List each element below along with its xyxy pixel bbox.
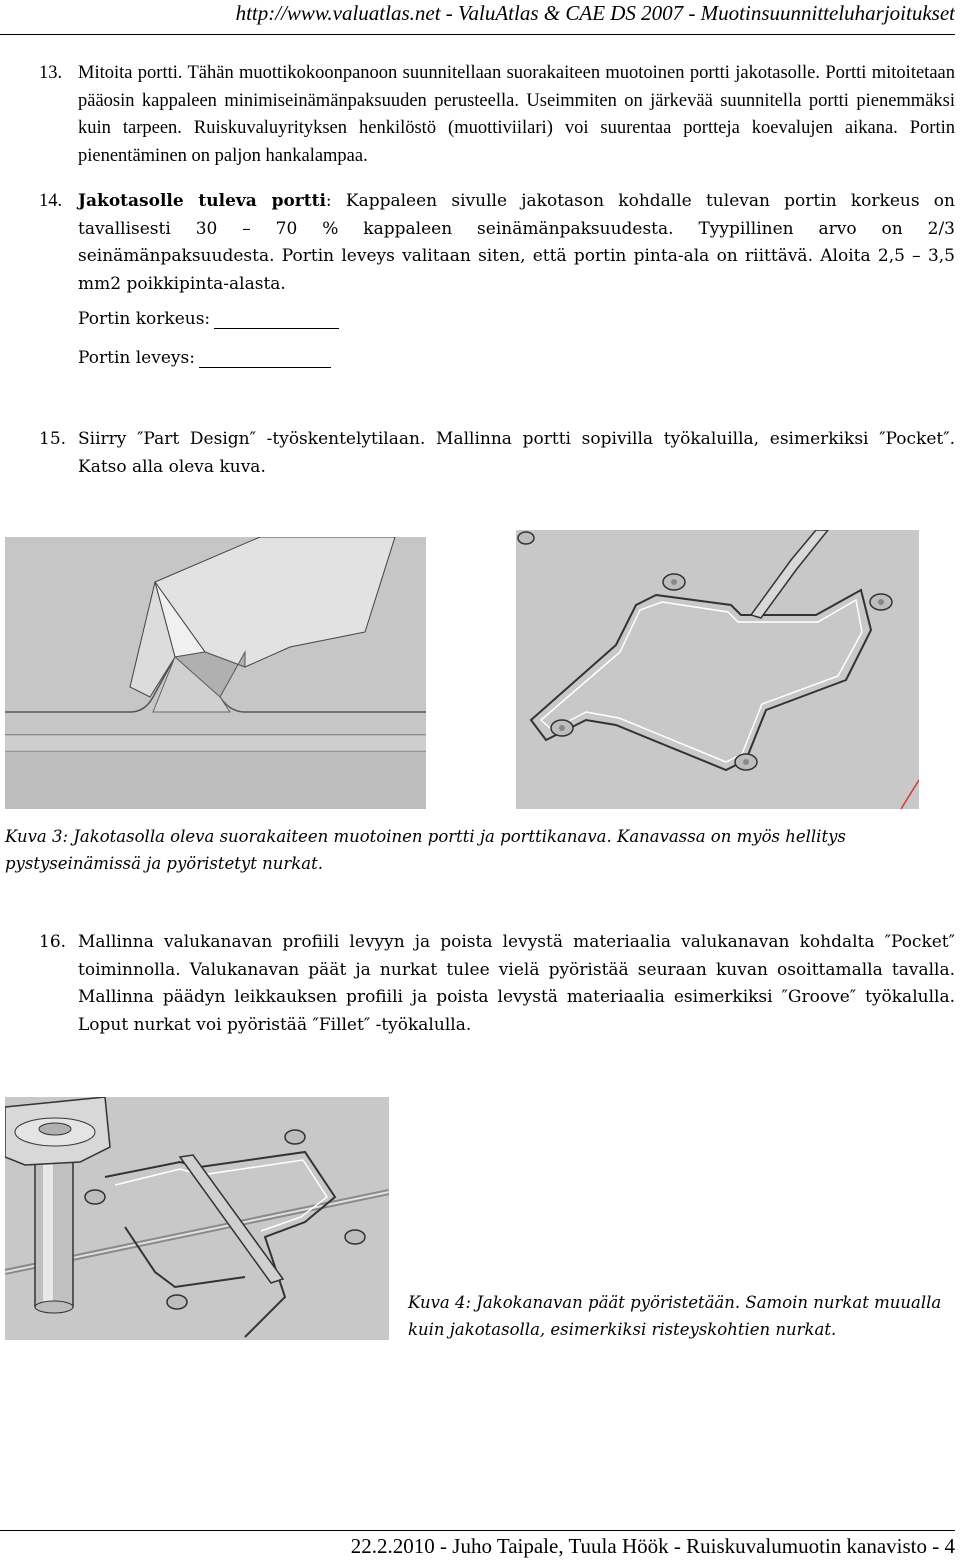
portin-korkeus-field [78,309,339,329]
item-text: Siirry ″Part Design″ -työskentelytilaan. Mallinna portti sopivilla työkaluilla, esimerkiksi ″Pocket″. Katso alla oleva kuva. [78,429,955,477]
blank-line [214,310,339,329]
portin-leveys-field [78,348,331,368]
figure-3-caption: Kuva 3: Jakotasolla oleva suorakaiteen muotoinen portti ja porttikanava. Kanavassa on myös hellitys pystyseinämissä ja pyöristetyt nurkat. [5,827,846,873]
footer-divider [0,1530,955,1531]
figure-4-runner-fillets [5,1097,389,1340]
item-text: Mallinna valukanavan profiili levyyn ja poista levystä materiaalia valukanavan kohdalta ″Pocket″ toiminnolla. Valukanavan päät ja nurkat tulee vielä pyöristää seuraan kuvan osoittamalla tavalla. Mallinna päädyn leikkauksen profiili ja poista levystä materiaalia esimerkiksi ″Groove″ työkalulla. Loput nurkat voi pyöristää ″Fillet″ -työkalulla. [78,932,955,1035]
figure-3-runner-layout [516,530,919,809]
item-text: : Kappaleen sivulle jakotason kohdalle tulevan portin korkeus on tavallisesti 30 – 70 % kappaleen seinämänpaksuudesta. Tyypillinen arvo on 2/3 seinämänpaksuudesta. Portin leveys valitaan siten, että portin pinta-ala on riittävä. Aloita 2,5 – 3,5 mm2 poikkipinta-alasta. [78,191,955,294]
item-text: Mitoita portti. Tähän muottikokoonpanoon suunnitellaan suorakaiteen muotoinen portti jakotasolle. Portti mitoitetaan pääosin kappaleen minimiseinämänpaksuuden perusteella. Useimmiten on järkevää suunnitella portti pienemmäksi kuin tarpeen. Ruiskuvaluyrityksen henkilöstö (muottiviilari) voi suurentaa portteja koevalujen aikana. Portin pienentäminen on paljon hankalampaa. [78,63,955,166]
page-footer: 22.2.2010 - Juho Taipale, Tuula Höök - Ruiskuvalumuotin kanavisto - 4 [350,1534,955,1558]
page-header [0,0,955,35]
item-bold-lead: Jakotasolle tuleva portti [78,191,326,211]
list-item-16 [39,929,955,1039]
item-number: 13. [39,63,63,83]
blank-line [199,349,331,368]
list-item-14 [39,188,955,298]
list-item-13 [39,60,955,170]
header-text: http://www.valuatlas.net - ValuAtlas & CAE DS 2007 - Muotinsuunnitteluharjoitukset [235,1,955,25]
item-number: 16. [39,932,67,952]
item-number: 14. [39,191,63,211]
figure-3-gate-closeup [5,537,426,809]
list-item-15 [39,426,955,481]
figure-4-caption: Kuva 4: Jakokanavan päät pyöristetään. Samoin nurkat muualla kuin jakotasolla, esimerkiksi risteyskohtien nurkat. [408,1293,942,1339]
item-number: 15. [39,429,67,449]
field-label: Portin leveys: [78,348,195,368]
field-label: Portin korkeus: [78,309,211,329]
